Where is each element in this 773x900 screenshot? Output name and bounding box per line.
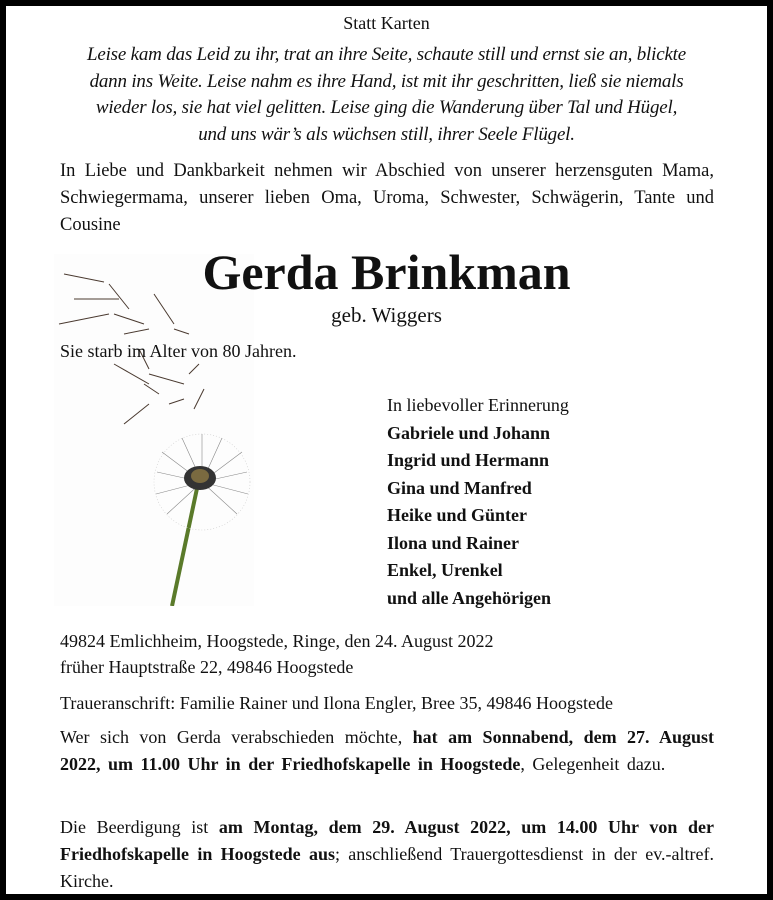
funeral-post: ; anschließend Trauergottesdienst in der ev.-altref. Kirche. xyxy=(60,844,714,891)
poem-line: Leise kam das Leid zu ihr, trat an ihre Seite, schaute still und ernst sie an, blickte xyxy=(86,44,686,65)
obituary-notice xyxy=(6,6,767,894)
poem-line: dann ins Weite. Leise nahm es ihre Hand, ist mit ihr geschritten, ließ sie niemals xyxy=(89,70,684,92)
mourners-heading: In liebevoller Erinnerung xyxy=(387,395,569,415)
poem-line: wieder los, sie hat viel gelitten. Leise ging die Wanderung über Tal und Hügel, xyxy=(95,97,678,118)
place-date: 49824 Emlichheim, Hoogstede, Ringe, den 24. August 2022 xyxy=(60,631,494,651)
farewell-text xyxy=(60,724,714,778)
farewell-pre: Wer sich von Gerda verabschieden möchte, xyxy=(60,727,413,747)
age-line: Sie starb im Alter von 80 Jahren. xyxy=(60,341,297,361)
funeral-bold: am Montag, dem 29. August 2022, um 14.00 Uhr von der Friedhofskapelle in Hoogstede aus xyxy=(60,817,714,864)
farewell-post: , Gelegenheit dazu. xyxy=(520,754,666,774)
intro-text: In Liebe und Dankbarkeit nehmen wir Abschied von unserer herzensguten Mama, Schwiegermama, unserer lieben Oma, Uroma, Schwester, Schwägerin, Tante und Cousine xyxy=(60,161,714,235)
mourner-name: Heike und Günter xyxy=(387,505,528,525)
header-statt-karten: Statt Karten xyxy=(343,13,430,33)
poem-line: und uns wär’s als wüchsen still, ihrer Seele Flügel. xyxy=(198,123,575,145)
mourner-name: Gina und Manfred xyxy=(387,477,532,498)
mourner-name: Enkel, Urenkel xyxy=(387,560,503,580)
mourner-name: Gabriele und Johann xyxy=(387,422,551,443)
mourning-address: Traueranschrift: Familie Rainer und Ilona Engler, Bree 35, 49846 Hoogstede xyxy=(60,693,613,713)
maiden-name: geb. Wiggers xyxy=(331,303,442,327)
poem xyxy=(6,42,767,148)
former-address: früher Hauptstraße 22, 49846 Hoogstede xyxy=(60,657,354,677)
mourner-name: Ingrid und Hermann xyxy=(387,450,550,470)
mourner-name: Ilona und Rainer xyxy=(387,532,520,553)
deceased-name: Gerda Brinkman xyxy=(202,244,571,300)
funeral-pre: Die Beerdigung ist xyxy=(60,817,219,837)
funeral-text xyxy=(60,814,714,895)
mourners-list xyxy=(387,392,569,612)
mourner-name: und alle Angehörigen xyxy=(387,587,552,608)
farewell-bold: hat am Sonnabend, dem 27. August 2022, um 11.00 Uhr in der Friedhofskapelle in Hoogstede xyxy=(60,727,714,774)
